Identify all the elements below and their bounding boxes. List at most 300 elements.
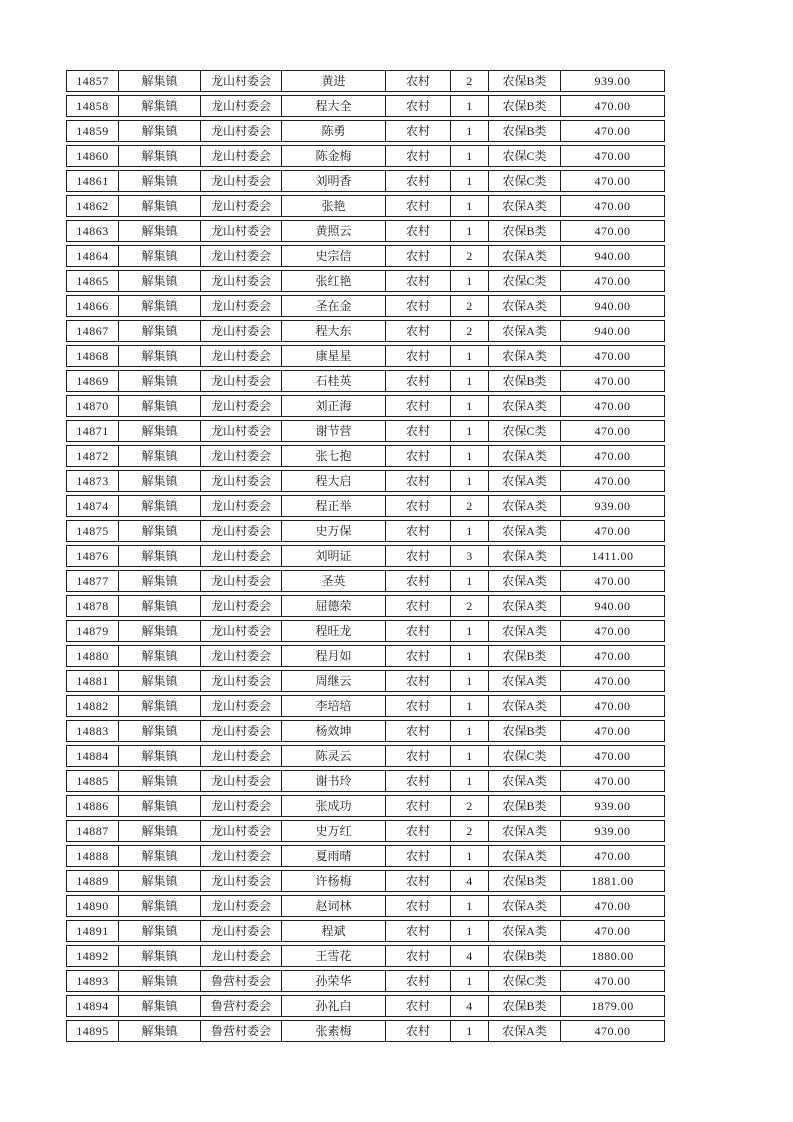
- person-name-cell: 圣在金: [281, 295, 385, 317]
- household-type-cell: 农村: [385, 545, 450, 567]
- household-type-cell: 农村: [385, 270, 450, 292]
- village-committee-cell: 龙山村委会: [200, 795, 281, 817]
- serial-number-cell: 14879: [66, 620, 118, 642]
- household-type-cell: 农村: [385, 570, 450, 592]
- town-cell: 解集镇: [118, 595, 200, 617]
- village-committee-cell: 龙山村委会: [200, 820, 281, 842]
- serial-number-cell: 14861: [66, 170, 118, 192]
- serial-number-cell: 14883: [66, 720, 118, 742]
- household-type-cell: 农村: [385, 420, 450, 442]
- insurance-category-cell: 农保B类: [488, 645, 560, 667]
- person-count-cell: 1: [450, 895, 488, 917]
- table-row: [66, 720, 665, 742]
- village-committee-cell: 龙山村委会: [200, 220, 281, 242]
- serial-number-cell: 14884: [66, 745, 118, 767]
- person-count-cell: 1: [450, 170, 488, 192]
- serial-number-cell: 14876: [66, 545, 118, 567]
- serial-number-cell: 14870: [66, 395, 118, 417]
- person-name-cell: 程大启: [281, 470, 385, 492]
- serial-number-cell: 14859: [66, 120, 118, 142]
- town-cell: 解集镇: [118, 795, 200, 817]
- table-row: [66, 445, 665, 467]
- table-row: [66, 970, 665, 992]
- household-type-cell: 农村: [385, 770, 450, 792]
- amount-cell: 470.00: [560, 120, 665, 142]
- table-row: [66, 120, 665, 142]
- insurance-category-cell: 农保B类: [488, 795, 560, 817]
- village-committee-cell: 龙山村委会: [200, 570, 281, 592]
- village-committee-cell: 龙山村委会: [200, 345, 281, 367]
- insurance-category-cell: 农保A类: [488, 520, 560, 542]
- table-row: [66, 170, 665, 192]
- table-row: [66, 795, 665, 817]
- serial-number-cell: 14862: [66, 195, 118, 217]
- amount-cell: 470.00: [560, 220, 665, 242]
- town-cell: 解集镇: [118, 70, 200, 92]
- person-name-cell: 程正举: [281, 495, 385, 517]
- table-row: [66, 695, 665, 717]
- insurance-category-cell: 农保A类: [488, 320, 560, 342]
- household-type-cell: 农村: [385, 945, 450, 967]
- household-type-cell: 农村: [385, 970, 450, 992]
- household-type-cell: 农村: [385, 345, 450, 367]
- village-committee-cell: 鲁营村委会: [200, 995, 281, 1017]
- table-row: [66, 745, 665, 767]
- person-name-cell: 康星星: [281, 345, 385, 367]
- person-name-cell: 张艳: [281, 195, 385, 217]
- village-committee-cell: 龙山村委会: [200, 145, 281, 167]
- insurance-category-cell: 农保A类: [488, 845, 560, 867]
- amount-cell: 940.00: [560, 595, 665, 617]
- table-row: [66, 370, 665, 392]
- person-name-cell: 周继云: [281, 670, 385, 692]
- household-type-cell: 农村: [385, 695, 450, 717]
- insurance-category-cell: 农保A类: [488, 295, 560, 317]
- serial-number-cell: 14871: [66, 420, 118, 442]
- serial-number-cell: 14893: [66, 970, 118, 992]
- person-name-cell: 张七抱: [281, 445, 385, 467]
- amount-cell: 470.00: [560, 470, 665, 492]
- person-count-cell: 1: [450, 645, 488, 667]
- person-count-cell: 1: [450, 720, 488, 742]
- insurance-category-cell: 农保A类: [488, 1020, 560, 1042]
- amount-cell: 470.00: [560, 770, 665, 792]
- household-type-cell: 农村: [385, 645, 450, 667]
- serial-number-cell: 14874: [66, 495, 118, 517]
- insurance-category-cell: 农保B类: [488, 70, 560, 92]
- household-type-cell: 农村: [385, 920, 450, 942]
- household-type-cell: 农村: [385, 70, 450, 92]
- table-row: [66, 495, 665, 517]
- amount-cell: 470.00: [560, 745, 665, 767]
- household-type-cell: 农村: [385, 820, 450, 842]
- town-cell: 解集镇: [118, 570, 200, 592]
- person-name-cell: 刘明证: [281, 545, 385, 567]
- serial-number-cell: 14895: [66, 1020, 118, 1042]
- person-count-cell: 1: [450, 445, 488, 467]
- insurance-category-cell: 农保B类: [488, 370, 560, 392]
- amount-cell: 1879.00: [560, 995, 665, 1017]
- person-name-cell: 程旺龙: [281, 620, 385, 642]
- table-row: [66, 1020, 665, 1042]
- village-committee-cell: 龙山村委会: [200, 295, 281, 317]
- table-row: [66, 770, 665, 792]
- person-count-cell: 2: [450, 245, 488, 267]
- serial-number-cell: 14877: [66, 570, 118, 592]
- town-cell: 解集镇: [118, 520, 200, 542]
- person-count-cell: 1: [450, 695, 488, 717]
- table-row: [66, 895, 665, 917]
- amount-cell: 1411.00: [560, 545, 665, 567]
- table-row: [66, 645, 665, 667]
- insurance-category-cell: 农保C类: [488, 145, 560, 167]
- person-count-cell: 1: [450, 920, 488, 942]
- person-name-cell: 王雪花: [281, 945, 385, 967]
- person-count-cell: 1: [450, 195, 488, 217]
- household-type-cell: 农村: [385, 245, 450, 267]
- serial-number-cell: 14875: [66, 520, 118, 542]
- insurance-category-cell: 农保A类: [488, 495, 560, 517]
- amount-cell: 470.00: [560, 695, 665, 717]
- person-name-cell: 李培培: [281, 695, 385, 717]
- household-type-cell: 农村: [385, 595, 450, 617]
- insurance-category-cell: 农保A类: [488, 245, 560, 267]
- person-name-cell: 谢书玲: [281, 770, 385, 792]
- person-name-cell: 夏雨晴: [281, 845, 385, 867]
- town-cell: 解集镇: [118, 295, 200, 317]
- amount-cell: 470.00: [560, 645, 665, 667]
- serial-number-cell: 14865: [66, 270, 118, 292]
- serial-number-cell: 14882: [66, 695, 118, 717]
- village-committee-cell: 龙山村委会: [200, 745, 281, 767]
- insurance-category-cell: 农保A类: [488, 345, 560, 367]
- insurance-category-cell: 农保B类: [488, 870, 560, 892]
- amount-cell: 470.00: [560, 920, 665, 942]
- table-row: [66, 345, 665, 367]
- insurance-category-cell: 农保C类: [488, 970, 560, 992]
- person-count-cell: 1: [450, 370, 488, 392]
- insurance-category-cell: 农保A类: [488, 895, 560, 917]
- serial-number-cell: 14864: [66, 245, 118, 267]
- person-count-cell: 1: [450, 845, 488, 867]
- household-type-cell: 农村: [385, 745, 450, 767]
- town-cell: 解集镇: [118, 195, 200, 217]
- person-name-cell: 陈金梅: [281, 145, 385, 167]
- person-count-cell: 1: [450, 220, 488, 242]
- amount-cell: 470.00: [560, 395, 665, 417]
- person-name-cell: 刘正海: [281, 395, 385, 417]
- household-type-cell: 农村: [385, 620, 450, 642]
- amount-cell: 470.00: [560, 895, 665, 917]
- town-cell: 解集镇: [118, 920, 200, 942]
- insurance-category-cell: 农保A类: [488, 395, 560, 417]
- person-name-cell: 杨效坤: [281, 720, 385, 742]
- person-name-cell: 刘明香: [281, 170, 385, 192]
- village-committee-cell: 鲁营村委会: [200, 1020, 281, 1042]
- village-committee-cell: 龙山村委会: [200, 945, 281, 967]
- person-name-cell: 谢节营: [281, 420, 385, 442]
- household-type-cell: 农村: [385, 370, 450, 392]
- household-type-cell: 农村: [385, 145, 450, 167]
- town-cell: 解集镇: [118, 820, 200, 842]
- village-committee-cell: 龙山村委会: [200, 270, 281, 292]
- table-row: [66, 245, 665, 267]
- amount-cell: 470.00: [560, 370, 665, 392]
- table-row: [66, 395, 665, 417]
- village-committee-cell: 龙山村委会: [200, 620, 281, 642]
- amount-cell: 470.00: [560, 445, 665, 467]
- amount-cell: 470.00: [560, 520, 665, 542]
- serial-number-cell: 14880: [66, 645, 118, 667]
- amount-cell: 470.00: [560, 620, 665, 642]
- town-cell: 解集镇: [118, 445, 200, 467]
- village-committee-cell: 龙山村委会: [200, 595, 281, 617]
- person-count-cell: 1: [450, 470, 488, 492]
- table-row: [66, 470, 665, 492]
- amount-cell: 470.00: [560, 970, 665, 992]
- person-count-cell: 1: [450, 270, 488, 292]
- town-cell: 解集镇: [118, 745, 200, 767]
- village-committee-cell: 龙山村委会: [200, 495, 281, 517]
- village-committee-cell: 龙山村委会: [200, 870, 281, 892]
- person-count-cell: 4: [450, 870, 488, 892]
- insurance-category-cell: 农保A类: [488, 470, 560, 492]
- household-type-cell: 农村: [385, 170, 450, 192]
- village-committee-cell: 龙山村委会: [200, 770, 281, 792]
- village-committee-cell: 龙山村委会: [200, 245, 281, 267]
- insurance-category-cell: 农保A类: [488, 445, 560, 467]
- village-committee-cell: 龙山村委会: [200, 120, 281, 142]
- person-count-cell: 4: [450, 945, 488, 967]
- amount-cell: 470.00: [560, 845, 665, 867]
- person-name-cell: 程大全: [281, 95, 385, 117]
- insurance-category-cell: 农保C类: [488, 745, 560, 767]
- town-cell: 解集镇: [118, 345, 200, 367]
- serial-number-cell: 14888: [66, 845, 118, 867]
- amount-cell: 470.00: [560, 95, 665, 117]
- village-committee-cell: 龙山村委会: [200, 645, 281, 667]
- town-cell: 解集镇: [118, 620, 200, 642]
- table-row: [66, 295, 665, 317]
- insurance-category-cell: 农保C类: [488, 420, 560, 442]
- person-name-cell: 黄进: [281, 70, 385, 92]
- person-count-cell: 3: [450, 545, 488, 567]
- household-type-cell: 农村: [385, 895, 450, 917]
- amount-cell: 939.00: [560, 70, 665, 92]
- person-name-cell: 史万红: [281, 820, 385, 842]
- household-type-cell: 农村: [385, 845, 450, 867]
- household-type-cell: 农村: [385, 295, 450, 317]
- village-committee-cell: 龙山村委会: [200, 445, 281, 467]
- serial-number-cell: 14858: [66, 95, 118, 117]
- insurance-category-cell: 农保C类: [488, 170, 560, 192]
- roster-table-container: [66, 67, 665, 1045]
- person-count-cell: 4: [450, 995, 488, 1017]
- amount-cell: 939.00: [560, 495, 665, 517]
- person-count-cell: 2: [450, 295, 488, 317]
- table-row: [66, 545, 665, 567]
- amount-cell: 470.00: [560, 195, 665, 217]
- person-count-cell: 1: [450, 520, 488, 542]
- village-committee-cell: 龙山村委会: [200, 395, 281, 417]
- insurance-category-cell: 农保A类: [488, 620, 560, 642]
- village-committee-cell: 龙山村委会: [200, 895, 281, 917]
- amount-cell: 470.00: [560, 720, 665, 742]
- insurance-category-cell: 农保A类: [488, 570, 560, 592]
- insurance-category-cell: 农保A类: [488, 670, 560, 692]
- town-cell: 解集镇: [118, 895, 200, 917]
- town-cell: 解集镇: [118, 145, 200, 167]
- table-row: [66, 670, 665, 692]
- town-cell: 解集镇: [118, 545, 200, 567]
- table-row: [66, 570, 665, 592]
- household-type-cell: 农村: [385, 320, 450, 342]
- amount-cell: 470.00: [560, 270, 665, 292]
- town-cell: 解集镇: [118, 870, 200, 892]
- person-count-cell: 1: [450, 145, 488, 167]
- person-count-cell: 2: [450, 595, 488, 617]
- insurance-category-cell: 农保B类: [488, 120, 560, 142]
- household-type-cell: 农村: [385, 720, 450, 742]
- person-count-cell: 1: [450, 395, 488, 417]
- person-count-cell: 1: [450, 570, 488, 592]
- amount-cell: 470.00: [560, 345, 665, 367]
- household-type-cell: 农村: [385, 445, 450, 467]
- insurance-category-cell: 农保A类: [488, 820, 560, 842]
- town-cell: 解集镇: [118, 495, 200, 517]
- amount-cell: 1880.00: [560, 945, 665, 967]
- table-row: [66, 920, 665, 942]
- insurance-category-cell: 农保C类: [488, 270, 560, 292]
- table-row: [66, 70, 665, 92]
- person-count-cell: 1: [450, 745, 488, 767]
- serial-number-cell: 14860: [66, 145, 118, 167]
- village-committee-cell: 龙山村委会: [200, 720, 281, 742]
- table-row: [66, 620, 665, 642]
- person-name-cell: 程斌: [281, 920, 385, 942]
- serial-number-cell: 14887: [66, 820, 118, 842]
- insurance-category-cell: 农保A类: [488, 595, 560, 617]
- serial-number-cell: 14873: [66, 470, 118, 492]
- serial-number-cell: 14869: [66, 370, 118, 392]
- table-row: [66, 845, 665, 867]
- insurance-category-cell: 农保A类: [488, 695, 560, 717]
- town-cell: 解集镇: [118, 270, 200, 292]
- amount-cell: 470.00: [560, 670, 665, 692]
- person-name-cell: 程月如: [281, 645, 385, 667]
- village-committee-cell: 龙山村委会: [200, 545, 281, 567]
- serial-number-cell: 14891: [66, 920, 118, 942]
- serial-number-cell: 14872: [66, 445, 118, 467]
- table-row: [66, 95, 665, 117]
- table-row: [66, 320, 665, 342]
- person-count-cell: 1: [450, 120, 488, 142]
- amount-cell: 1881.00: [560, 870, 665, 892]
- person-name-cell: 孙荣华: [281, 970, 385, 992]
- serial-number-cell: 14886: [66, 795, 118, 817]
- village-committee-cell: 龙山村委会: [200, 320, 281, 342]
- person-name-cell: 孙礼白: [281, 995, 385, 1017]
- serial-number-cell: 14863: [66, 220, 118, 242]
- amount-cell: 470.00: [560, 1020, 665, 1042]
- person-count-cell: 1: [450, 1020, 488, 1042]
- person-count-cell: 1: [450, 770, 488, 792]
- village-committee-cell: 鲁营村委会: [200, 970, 281, 992]
- household-type-cell: 农村: [385, 1020, 450, 1042]
- person-count-cell: 1: [450, 345, 488, 367]
- village-committee-cell: 龙山村委会: [200, 170, 281, 192]
- village-committee-cell: 龙山村委会: [200, 845, 281, 867]
- person-count-cell: 1: [450, 670, 488, 692]
- table-row: [66, 820, 665, 842]
- town-cell: 解集镇: [118, 470, 200, 492]
- town-cell: 解集镇: [118, 720, 200, 742]
- person-name-cell: 程大东: [281, 320, 385, 342]
- household-type-cell: 农村: [385, 395, 450, 417]
- town-cell: 解集镇: [118, 695, 200, 717]
- household-type-cell: 农村: [385, 995, 450, 1017]
- serial-number-cell: 14889: [66, 870, 118, 892]
- person-count-cell: 1: [450, 970, 488, 992]
- amount-cell: 470.00: [560, 145, 665, 167]
- serial-number-cell: 14868: [66, 345, 118, 367]
- town-cell: 解集镇: [118, 320, 200, 342]
- village-committee-cell: 龙山村委会: [200, 420, 281, 442]
- village-committee-cell: 龙山村委会: [200, 670, 281, 692]
- town-cell: 解集镇: [118, 370, 200, 392]
- person-name-cell: 许杨梅: [281, 870, 385, 892]
- table-row: [66, 420, 665, 442]
- town-cell: 解集镇: [118, 95, 200, 117]
- household-type-cell: 农村: [385, 870, 450, 892]
- town-cell: 解集镇: [118, 645, 200, 667]
- person-count-cell: 1: [450, 620, 488, 642]
- insurance-category-cell: 农保A类: [488, 195, 560, 217]
- household-type-cell: 农村: [385, 195, 450, 217]
- person-name-cell: 张成功: [281, 795, 385, 817]
- person-count-cell: 2: [450, 795, 488, 817]
- pension-roster-table: [66, 67, 665, 1045]
- table-row: [66, 220, 665, 242]
- serial-number-cell: 14878: [66, 595, 118, 617]
- table-row: [66, 870, 665, 892]
- insurance-category-cell: 农保B类: [488, 995, 560, 1017]
- town-cell: 解集镇: [118, 1020, 200, 1042]
- town-cell: 解集镇: [118, 220, 200, 242]
- village-committee-cell: 龙山村委会: [200, 195, 281, 217]
- person-count-cell: 2: [450, 820, 488, 842]
- amount-cell: 939.00: [560, 795, 665, 817]
- person-name-cell: 陈灵云: [281, 745, 385, 767]
- town-cell: 解集镇: [118, 120, 200, 142]
- serial-number-cell: 14881: [66, 670, 118, 692]
- table-row: [66, 520, 665, 542]
- village-committee-cell: 龙山村委会: [200, 70, 281, 92]
- town-cell: 解集镇: [118, 845, 200, 867]
- village-committee-cell: 龙山村委会: [200, 695, 281, 717]
- town-cell: 解集镇: [118, 995, 200, 1017]
- town-cell: 解集镇: [118, 670, 200, 692]
- household-type-cell: 农村: [385, 95, 450, 117]
- person-count-cell: 2: [450, 495, 488, 517]
- village-committee-cell: 龙山村委会: [200, 920, 281, 942]
- person-name-cell: 张素梅: [281, 1020, 385, 1042]
- village-committee-cell: 龙山村委会: [200, 520, 281, 542]
- village-committee-cell: 龙山村委会: [200, 95, 281, 117]
- person-name-cell: 屈德荣: [281, 595, 385, 617]
- household-type-cell: 农村: [385, 520, 450, 542]
- person-name-cell: 圣英: [281, 570, 385, 592]
